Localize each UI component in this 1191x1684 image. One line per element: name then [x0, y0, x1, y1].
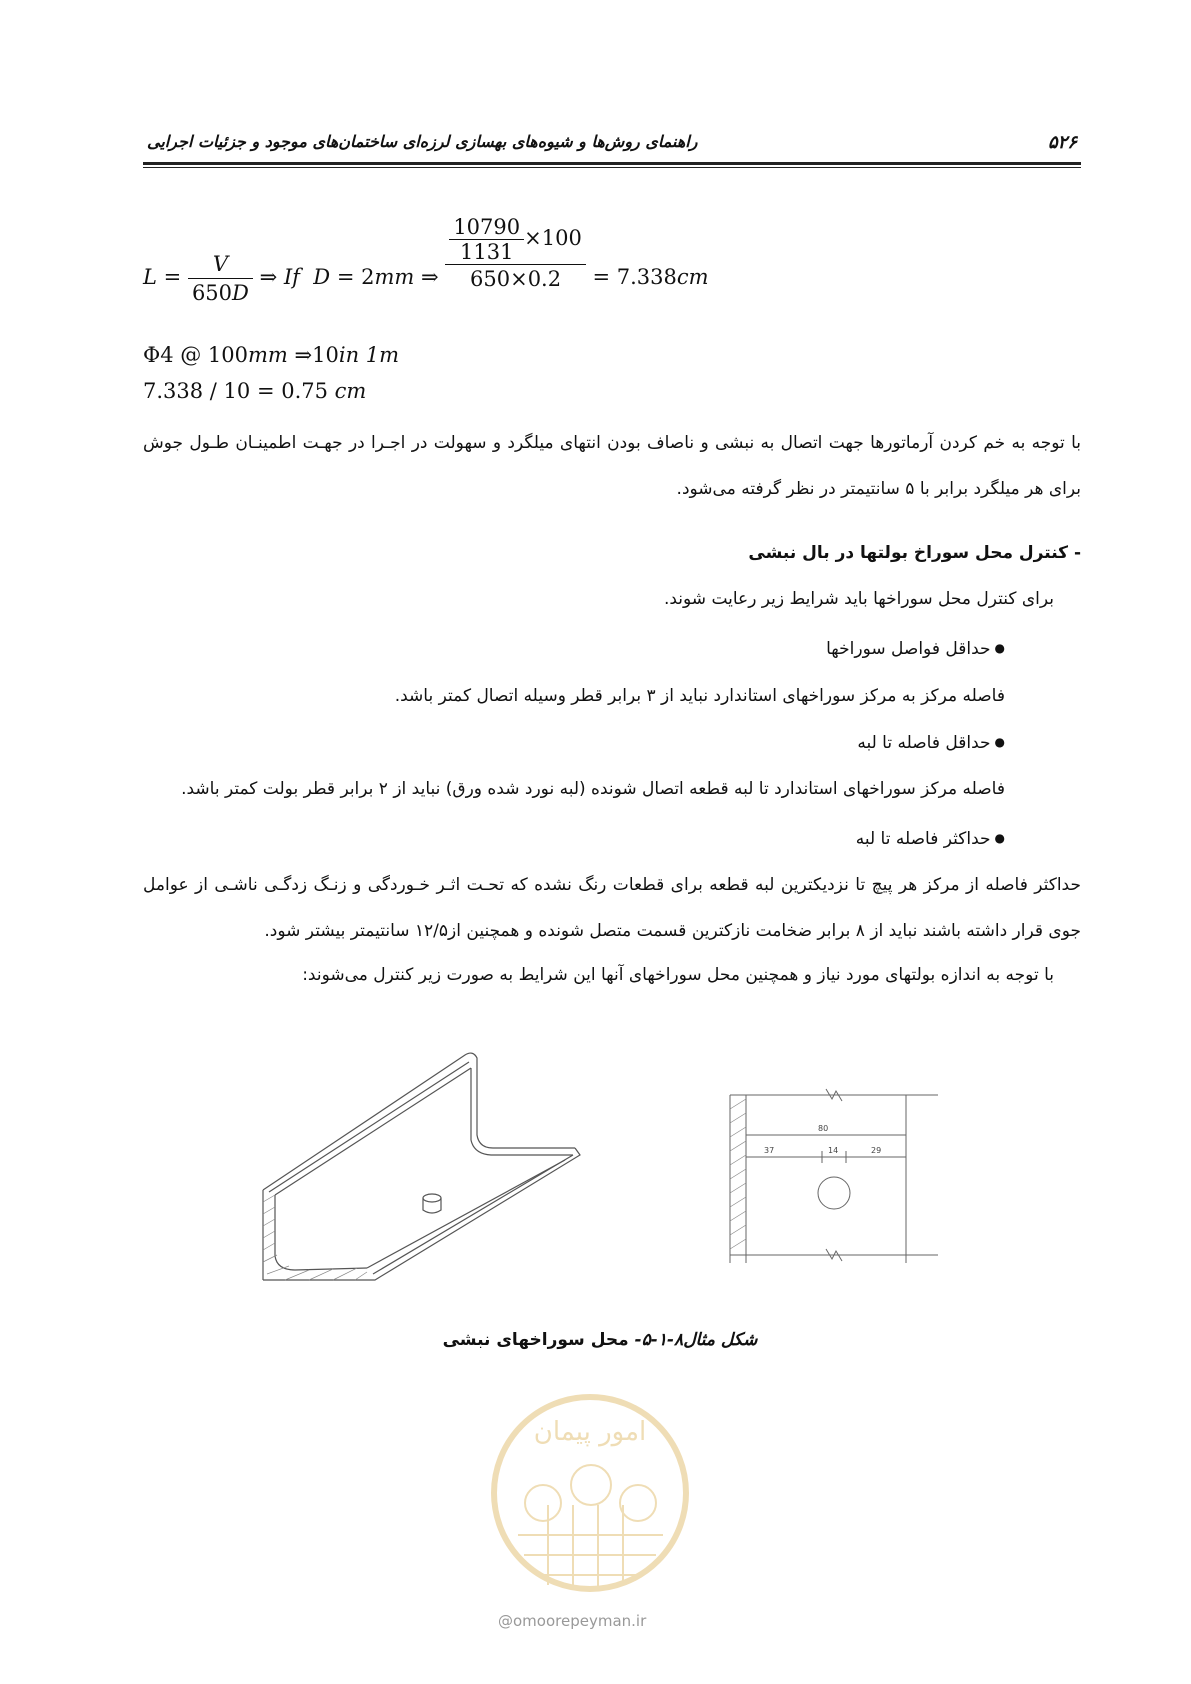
eq-den-650: 650 — [191, 281, 233, 305]
bullet-2-text: فاصله مرکز سوراخهای استاندارد تا لبه قطعه اتصال شونده (لبه نورد شده ورق) نباید از ۲ برابر قطر بولت کمتر باشد. — [181, 779, 1005, 799]
bullet-icon — [991, 733, 1005, 753]
caption-text: محل سوراخهای نبشی — [442, 1330, 635, 1350]
eq2-mm: mm — [248, 343, 288, 367]
eq-inner-numerator: 10790 — [449, 215, 524, 240]
closing-text: با توجه به اندازه بولتهای مورد نیاز و همچنین محل سوراخهای آنها این شرایط به صورت زیر کنترل می‌شوند: — [302, 965, 1054, 985]
eq2-m: m — [379, 343, 400, 367]
eq-implies-1: ⇒ — [259, 265, 278, 289]
eq-mm: mm — [374, 265, 415, 289]
eq3-cm: cm — [334, 379, 367, 403]
header-rule-thick — [143, 162, 1081, 165]
watermark-logo-text: امور پیمان — [533, 1417, 647, 1447]
watermark-logo — [488, 1385, 693, 1610]
section-heading: - کنترل محل سوراخ بولتها در بال نبشی — [748, 543, 1081, 563]
eq2-in1: in 1 — [338, 343, 380, 367]
page-number: ۵۲۶ — [1047, 132, 1077, 153]
equation-weld-length — [143, 215, 709, 307]
eq-symbol-L: L — [143, 265, 157, 289]
bullet-max-edge-distance — [856, 815, 1005, 862]
eq-two: 2 — [361, 265, 375, 289]
angle-isometric-figure — [255, 1030, 590, 1290]
dim-14: 14 — [828, 1146, 839, 1155]
eq2-phi: Φ4 @ 100 — [143, 343, 249, 367]
eq-implies-2: ⇒ — [421, 265, 439, 289]
eq2-arrow: ⇒ — [294, 343, 313, 367]
eq-main-denominator: 650×0.2 — [470, 267, 562, 291]
fraction-inner — [449, 215, 524, 264]
page-header — [143, 128, 1081, 168]
equation-per-bar — [143, 379, 366, 403]
eq-den-d: D — [232, 281, 249, 305]
eq-numerator-v: V — [188, 250, 253, 279]
dim-80: 80 — [818, 1124, 829, 1133]
bullet-1-text: فاصله مرکز به مرکز سوراخهای استاندارد نباید از ۳ برابر قطر وسیله اتصال کمتر باشد. — [394, 686, 1005, 706]
bullet-icon — [991, 829, 1005, 849]
eq-if: If — [283, 265, 300, 289]
eq-d: D — [313, 265, 331, 289]
fraction-main — [445, 215, 586, 293]
header-rule-thin — [143, 167, 1081, 168]
bullet-min-hole-spacing — [826, 625, 1005, 672]
hole-location-detail — [706, 1085, 938, 1263]
bullet-3-title: حداکثر فاصله تا لبه — [855, 829, 991, 849]
bullet-icon — [991, 639, 1005, 659]
eq2-ten: 10 — [312, 343, 339, 367]
intro-text: برای کنترل محل سوراخها باید شرایط زیر رعایت شوند. — [663, 589, 1054, 609]
bullet-2-title: حداقل فاصله تا لبه — [857, 733, 991, 753]
figure-caption — [420, 1330, 780, 1350]
equation-rebar-spacing — [143, 343, 399, 367]
eq-cm: cm — [676, 265, 709, 289]
eq-times-100: ×100 — [524, 226, 582, 250]
eq3-value: 7.338 / 10 = 0.75 — [143, 379, 328, 403]
bullet-1-title: حداقل فواصل سوراخها — [826, 639, 991, 659]
dim-37: 37 — [764, 1146, 775, 1155]
eq-equals: = — [163, 265, 182, 289]
eq-equals-2: = — [336, 265, 355, 289]
eq-result: = 7.338 — [592, 265, 677, 289]
running-title: راهنمای روش‌ها و شیوه‌های بهسازی لرزه‌ای ساختمان‌های موجود و جزئیات اجرایی — [147, 132, 698, 151]
caption-prefix: شکل مثال۸-۱-۵- — [634, 1330, 758, 1350]
paragraph-max-edge: حداکثر فاصله از مرکز هر پیچ تا نزدیکترین لبه قطعه برای قطعات رنگ نشده که تحـت اثـر خـوردگی و زنـگ زدگـی ناشـی از عوامل جوی قرار داشته باشند نباید از ۸ برابر ضخامت نازکترین قسمت متصل شونده و همچنین از۱۲/۵ سانتیمتر بیشتر شود. — [143, 875, 1081, 941]
eq-inner-denominator: 1131 — [459, 240, 514, 264]
bullet-min-edge-distance — [857, 719, 1005, 766]
watermark-site: @omoorepeyman.ir — [498, 1612, 647, 1630]
dim-29: 29 — [871, 1146, 882, 1155]
fraction-v-over-650d — [188, 250, 253, 307]
paragraph-weld-length: با توجه به خم کردن آرماتورها جهت اتصال به نبشی و ناصاف بودن انتهای میلگرد و سهولت در اجـرا در جهـت اطمینـان طـول جوش برای هر میلگرد برابر با ۵ سانتیمتر در نظر گرفته می‌شود. — [143, 433, 1081, 499]
